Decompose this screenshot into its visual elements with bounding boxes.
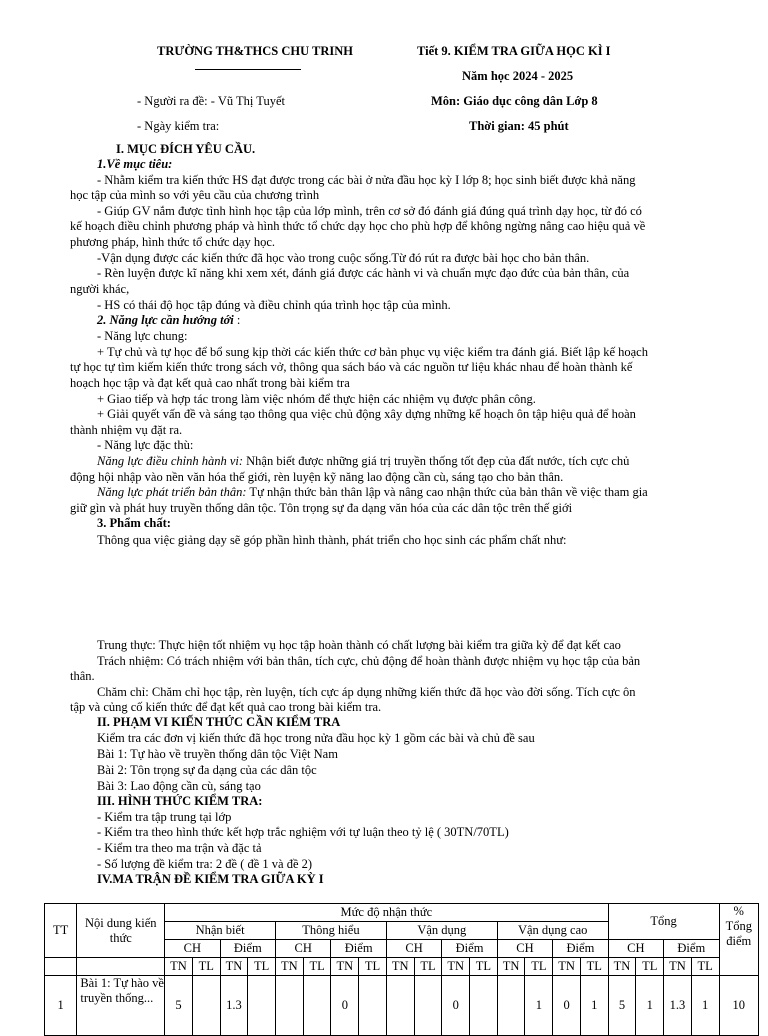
header-diem: Điểm	[220, 940, 275, 958]
specific-competency-1-label: Năng lực điều chỉnh hành vi:	[97, 454, 244, 468]
row-cell	[386, 976, 414, 1036]
section1-title: I. MỤC ĐÍCH YÊU CẦU.	[116, 142, 256, 156]
scope-line: Kiểm tra các đơn vị kiến thức đã học trong nửa đầu học kỳ 1 gồm các bài và chủ đề sau	[97, 731, 535, 745]
header-content: Nội dung kiến thức	[77, 904, 165, 958]
header-diem: Điểm	[442, 940, 497, 958]
quality-diligence-cont: tập và củng cố kiến thức để đạt kết quả cao trong bài kiểm tra.	[70, 700, 382, 714]
header-tn: TN	[553, 958, 581, 976]
header-tl: TL	[636, 958, 664, 976]
objective-line: - Nhằm kiểm tra kiến thức HS đạt được trong các bài ở nửa đầu học kỳ I lớp 8; học sinh biết được khả năng	[97, 173, 636, 187]
objective-line: học tập của mình so với yêu cầu của chương trình	[70, 188, 320, 202]
row-cell: 1.3	[664, 976, 692, 1036]
format-line: - Số lượng đề kiểm tra: 2 đề ( đề 1 và đề 2)	[97, 857, 313, 871]
scope-line: Bài 1: Tự hào về truyền thống dân tộc Việt Nam	[97, 747, 338, 761]
header-level: Mức độ nhận thức	[165, 904, 609, 922]
row-cell	[359, 976, 387, 1036]
header-level-name: Nhận biết	[165, 922, 276, 940]
specific-competency-2-label: Năng lực phát triển bản thân:	[97, 485, 247, 499]
subject: Môn: Giáo dục công dân Lớp 8	[431, 94, 598, 108]
header-tn: TN	[664, 958, 692, 976]
specific-competency-1-cont: động hội nhập vào nền văn hóa thế giới, rèn luyện kỹ năng lao động cần cù, sáng tạo cho bản thân.	[70, 470, 564, 484]
header-tl: TL	[525, 958, 553, 976]
general-competency-line: + Giao tiếp và hợp tác trong làm việc nhóm để thực hiện các nhiệm vụ được phân công.	[97, 392, 536, 406]
row-cell: 0	[331, 976, 359, 1036]
row-cell: 0	[553, 976, 581, 1036]
school-name: TRƯỜNG TH&THCS CHU TRINH	[157, 44, 353, 58]
header-tl: TL	[470, 958, 498, 976]
general-competency-label: - Năng lực chung:	[97, 329, 188, 343]
quality-responsibility-cont: thân.	[70, 669, 95, 683]
header-tn: TN	[442, 958, 470, 976]
row-cell: 5	[165, 976, 193, 1036]
header-tn: TN	[220, 958, 248, 976]
row-content: Bài 1: Tự hào về truyền thống...	[77, 976, 165, 1036]
section4-title: IV.MA TRẬN ĐỀ KIỂM TRA GIỮA KỲ I	[97, 872, 324, 886]
header-ch: CH	[608, 940, 663, 958]
duration: Thời gian: 45 phút	[469, 119, 569, 133]
exam-author: - Người ra đề: - Vũ Thị Tuyết	[137, 94, 285, 108]
header-tn: TN	[276, 958, 304, 976]
objective-line: phương pháp, hình thức tổ chức dạy học.	[70, 235, 276, 249]
general-competency-line: hoạch học tập và đạt kết quả cao nhất trong bài kiểm tra	[70, 376, 350, 390]
scope-line: Bài 3: Lao động cần cù, sáng tạo	[97, 779, 261, 793]
header-tn: TN	[497, 958, 525, 976]
objective-line: -Vận dụng được các kiến thức đã học vào trong cuộc sống.Từ đó rút ra được bài học cho bản thân.	[97, 251, 590, 265]
competency-colon: :	[233, 313, 241, 327]
header-percent: % Tổng điểm	[719, 904, 758, 976]
exam-matrix-table	[44, 903, 759, 1036]
header-diem: Điểm	[553, 940, 608, 958]
row-cell: 1.3	[220, 976, 248, 1036]
header-total: Tổng	[608, 904, 719, 940]
row-cell	[276, 976, 304, 1036]
format-line: - Kiểm tra tập trung tại lớp	[97, 810, 232, 824]
header-tl: TL	[359, 958, 387, 976]
row-cell: 1	[580, 976, 608, 1036]
row-cell	[470, 976, 498, 1036]
row-cell: 1	[691, 976, 719, 1036]
header-ch: CH	[497, 940, 552, 958]
header-tn: TN	[608, 958, 636, 976]
header-tn: TN	[386, 958, 414, 976]
blank-cell	[45, 958, 77, 976]
header-tl: TL	[580, 958, 608, 976]
row-cell: 0	[442, 976, 470, 1036]
specific-competency-label: - Năng lực đặc thù:	[97, 438, 194, 452]
objective-line: - Rèn luyện được kĩ năng khi xem xét, đánh giá được các hành vi và chuẩn mực đạo đức của bản thân, của	[97, 266, 630, 280]
objective-line: - HS có thái độ học tập đúng và điều chỉnh qúa trình học tập của mình.	[97, 298, 451, 312]
header-tl: TL	[248, 958, 276, 976]
header-tl: TL	[414, 958, 442, 976]
header-level-name: Vận dụng	[386, 922, 497, 940]
general-competency-line: + Tự chủ và tự học để bổ sung kịp thời các kiến thức cơ bản phục vụ việc kiểm tra đánh giá. Biết lập kế hoạch	[97, 345, 648, 359]
qualities-subtitle: 3. Phẩm chất:	[97, 516, 171, 530]
objective-line: - Giúp GV nắm được tình hình học tập của lớp mình, trên cơ sở đó đánh giá đúng quá trình dạy học, từ đó có	[97, 204, 642, 218]
objective-subtitle: 1.Về mục tiêu:	[97, 157, 173, 171]
objective-line: người khác,	[70, 282, 130, 296]
quality-diligence: Chăm chỉ: Chăm chỉ học tập, rèn luyện, tích cực áp dụng những kiến thức đã học vào đời sống. Tích cực ôn	[97, 685, 636, 699]
header-tl: TL	[303, 958, 331, 976]
general-competency-line: thành nhiệm vụ đặt ra.	[70, 423, 183, 437]
specific-competency-1-text: Nhận biết được những giá trị truyền thống tốt đẹp của đất nước, tích cực chủ	[243, 454, 630, 468]
row-cell	[248, 976, 276, 1036]
school-underline	[195, 69, 301, 70]
quality-responsibility: Trách nhiệm: Có trách nhiệm với bản thân, tích cực, chủ động để hoàn thành được nhiệm vụ học tập của bản	[97, 654, 641, 668]
header-tl: TL	[691, 958, 719, 976]
header-diem: Điểm	[664, 940, 719, 958]
header-tn: TN	[331, 958, 359, 976]
school-year: Năm học 2024 - 2025	[462, 69, 574, 83]
header-ch: CH	[276, 940, 331, 958]
header-ch: CH	[386, 940, 441, 958]
row-percent: 10	[719, 976, 758, 1036]
format-line: - Kiểm tra theo ma trận và đặc tả	[97, 841, 262, 855]
specific-competency-2-text: Tự nhận thức bản thân lập và nâng cao nhận thức của bản thân về việc tham gia	[246, 485, 648, 499]
exam-date: - Ngày kiểm tra:	[137, 119, 220, 133]
qualities-intro: Thông qua việc giảng dạy sẽ góp phần hình thành, phát triển cho học sinh các phẩm chất như:	[97, 533, 567, 547]
scope-line: Bài 2: Tôn trọng sự đa dạng của các dân tộc	[97, 763, 317, 777]
competency-subtitle: 2. Năng lực cần hướng tới	[97, 313, 234, 327]
row-cell: 1	[525, 976, 553, 1036]
general-competency-line: + Giải quyết vấn đề và sáng tạo thông qua việc chủ động xây dựng những kế hoạch ôn tập hiệu quả để hoàn	[97, 407, 636, 421]
section3-title: III. HÌNH THỨC KIỂM TRA:	[97, 794, 263, 808]
row-cell	[414, 976, 442, 1036]
blank-cell	[77, 958, 165, 976]
header-tn: TN	[165, 958, 193, 976]
row-cell: 5	[608, 976, 636, 1036]
general-competency-line: tự học tự tìm kiếm kiến thức trong sách vở, thông qua sách báo và các nguồn tư liệu khác nhau để hoàn thành kế	[70, 360, 633, 374]
section2-title: II. PHẠM VI KIẾN THỨC CẦN KIỂM TRA	[97, 715, 341, 729]
header-tt: TT	[45, 904, 77, 958]
header-tl: TL	[192, 958, 220, 976]
format-line: - Kiểm tra theo hình thức kết hợp trắc nghiệm với tự luận theo tỷ lệ ( 30TN/70TL)	[97, 825, 509, 839]
header-ch: CH	[165, 940, 220, 958]
exam-title: Tiết 9. KIỂM TRA GIỮA HỌC KÌ I	[417, 44, 611, 58]
header-diem: Điểm	[331, 940, 386, 958]
specific-competency-2-cont: giữ gìn và phát huy truyền thống dân tộc. Tôn trọng sự đa dạng văn hóa của các dân tộc trên thế giới	[70, 501, 573, 515]
row-cell	[303, 976, 331, 1036]
header-level-name: Thông hiểu	[276, 922, 387, 940]
objective-line: kế hoạch điều chỉnh phương pháp và hình thức tổ chức dạy học cho phù hợp để không ngừng nâng cao hiệu quả về	[70, 219, 646, 233]
row-cell: 1	[636, 976, 664, 1036]
row-cell	[192, 976, 220, 1036]
quality-honesty: Trung thực: Thực hiện tốt nhiệm vụ học tập hoàn thành có chất lượng bài kiểm tra giữa kỳ để đạt kết cao	[97, 638, 621, 652]
table-row	[45, 976, 759, 1036]
row-tt: 1	[45, 976, 77, 1036]
row-cell	[497, 976, 525, 1036]
header-level-name: Vận dụng cao	[497, 922, 608, 940]
